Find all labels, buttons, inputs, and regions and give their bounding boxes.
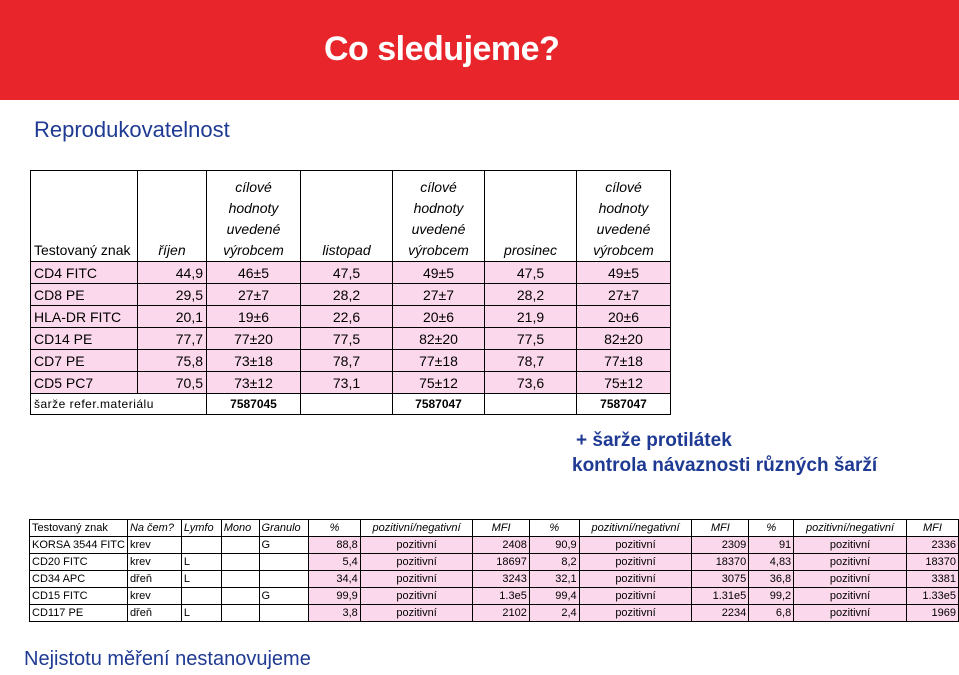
table-cell: L: [181, 571, 221, 588]
table-cell: 27±7: [393, 284, 485, 306]
table-row: [31, 284, 671, 306]
table-row: [31, 306, 671, 328]
table-row: [30, 605, 959, 622]
batch-number: 7587047: [577, 394, 671, 415]
table-header-row: [30, 520, 959, 537]
table-cell: [221, 588, 259, 605]
table-cell: pozitivní: [794, 588, 907, 605]
table-cell: 3,8: [309, 605, 360, 622]
table-cell: 3243: [473, 571, 529, 588]
table-row: [31, 350, 671, 372]
table-cell: 99,2: [749, 588, 794, 605]
table-cell: 5,4: [309, 554, 360, 571]
page-title: Co sledujeme?: [324, 30, 560, 68]
table-cell: 88,8: [309, 537, 360, 554]
column-header: %: [309, 520, 360, 537]
batch-number: 7587047: [393, 394, 485, 415]
footer-note: Nejistotu měření nestanovujeme: [24, 648, 311, 670]
table-cell: 2,4: [529, 605, 579, 622]
table-row: [31, 262, 671, 284]
table-cell: pozitivní: [794, 537, 907, 554]
column-header: prosinec: [485, 171, 577, 262]
row-label: HLA-DR FITC: [31, 306, 138, 328]
header-line: cílové: [605, 179, 642, 195]
table-cell: 19±6: [207, 306, 301, 328]
table-cell: 28,2: [485, 284, 577, 306]
batch-label: šarže refer.materiálu: [31, 394, 207, 415]
column-header: MFI: [473, 520, 529, 537]
table-row: [30, 554, 959, 571]
column-header: MFI: [692, 520, 749, 537]
table-cell: pozitivní: [360, 571, 473, 588]
table-cell: pozitivní: [579, 571, 692, 588]
table-cell: dřeň: [127, 605, 181, 622]
header-line: cílové: [235, 179, 272, 195]
table-cell: [181, 588, 221, 605]
table-cell: 77±18: [577, 350, 671, 372]
column-header: %: [749, 520, 794, 537]
table-cell: 29,5: [138, 284, 207, 306]
table-cell: [259, 571, 309, 588]
table-cell: 75±12: [577, 372, 671, 394]
header-line: výrobcem: [593, 242, 654, 258]
row-label: CD7 PE: [31, 350, 138, 372]
table-cell: 2336: [906, 537, 958, 554]
column-header: Lymfo: [181, 520, 221, 537]
row-label: CD15 FITC: [30, 588, 128, 605]
empty-cell: [485, 394, 577, 415]
header-line: výrobcem: [223, 242, 284, 258]
table-cell: 4,83: [749, 554, 794, 571]
table-cell: 73,1: [301, 372, 393, 394]
table-cell: krev: [127, 554, 181, 571]
table-cell: 34,4: [309, 571, 360, 588]
table-cell: pozitivní: [360, 554, 473, 571]
column-header: Mono: [221, 520, 259, 537]
table-cell: 36,8: [749, 571, 794, 588]
table-cell: 1.33e5: [906, 588, 958, 605]
header-line: hodnoty: [413, 200, 464, 216]
table-cell: L: [181, 554, 221, 571]
column-header: [577, 171, 671, 262]
note-antibody-batches: + šarže protilátek: [576, 430, 732, 451]
table-cell: 20±6: [393, 306, 485, 328]
column-header: listopad: [301, 171, 393, 262]
table-cell: 77,7: [138, 328, 207, 350]
table-cell: 2234: [692, 605, 749, 622]
table-cell: pozitivní: [794, 571, 907, 588]
table-cell: 70,5: [138, 372, 207, 394]
table-cell: 46±5: [207, 262, 301, 284]
table-row: [31, 328, 671, 350]
table-cell: 21,9: [485, 306, 577, 328]
row-label: CD8 PE: [31, 284, 138, 306]
table-cell: 2408: [473, 537, 529, 554]
table-cell: pozitivní: [579, 537, 692, 554]
header-line: uvedené: [411, 221, 466, 237]
table-row: [30, 537, 959, 554]
table-cell: 28,2: [301, 284, 393, 306]
table-cell: 18370: [906, 554, 958, 571]
table-cell: L: [181, 605, 221, 622]
table-cell: pozitivní: [360, 605, 473, 622]
row-label: CD20 FITC: [30, 554, 128, 571]
table-cell: [221, 554, 259, 571]
table-cell: 2102: [473, 605, 529, 622]
table-cell: 20±6: [577, 306, 671, 328]
table-cell: 75,8: [138, 350, 207, 372]
empty-cell: [301, 394, 393, 415]
table-cell: pozitivní: [360, 537, 473, 554]
column-header: %: [529, 520, 579, 537]
column-header: MFI: [906, 520, 958, 537]
table-cell: dřeň: [127, 571, 181, 588]
row-label: CD5 PC7: [31, 372, 138, 394]
table-cell: 1.31e5: [692, 588, 749, 605]
column-header: Testovaný znak: [30, 520, 128, 537]
table-cell: krev: [127, 588, 181, 605]
header-line: uvedené: [226, 221, 281, 237]
section-subtitle: Reprodukovatelnost: [34, 117, 230, 142]
table-cell: pozitivní: [579, 588, 692, 605]
table-cell: 32,1: [529, 571, 579, 588]
table-cell: 27±7: [207, 284, 301, 306]
table-cell: 73±18: [207, 350, 301, 372]
note-batch-traceability: kontrola návaznosti různých šarží: [572, 455, 878, 476]
table-cell: 77±20: [207, 328, 301, 350]
table-cell: 1969: [906, 605, 958, 622]
header-line: cílové: [420, 179, 457, 195]
table-cell: pozitivní: [579, 554, 692, 571]
table-row: [31, 372, 671, 394]
table-cell: G: [259, 537, 309, 554]
table-cell: 90,9: [529, 537, 579, 554]
column-header: říjen: [138, 171, 207, 262]
row-label: CD34 APC: [30, 571, 128, 588]
table-cell: 27±7: [577, 284, 671, 306]
column-header: [393, 171, 485, 262]
title-banner: [0, 0, 959, 100]
table-cell: 47,5: [485, 262, 577, 284]
table-row: [30, 588, 959, 605]
table-cell: 20,1: [138, 306, 207, 328]
table-cell: 49±5: [393, 262, 485, 284]
table-cell: 77±18: [393, 350, 485, 372]
table-cell: 22,6: [301, 306, 393, 328]
table-cell: pozitivní: [579, 605, 692, 622]
table-cell: 49±5: [577, 262, 671, 284]
table-cell: pozitivní: [794, 605, 907, 622]
table-cell: krev: [127, 537, 181, 554]
table-cell: 82±20: [393, 328, 485, 350]
table-cell: 73±12: [207, 372, 301, 394]
table-cell: 18697: [473, 554, 529, 571]
table-cell: 18370: [692, 554, 749, 571]
table-cell: 75±12: [393, 372, 485, 394]
table-cell: [221, 571, 259, 588]
table-cell: 3381: [906, 571, 958, 588]
table-cell: 99,4: [529, 588, 579, 605]
table-cell: [259, 605, 309, 622]
table-cell: 73,6: [485, 372, 577, 394]
reproducibility-table: [30, 170, 671, 415]
table-cell: 1.3e5: [473, 588, 529, 605]
column-header: Granulo: [259, 520, 309, 537]
header-line: hodnoty: [598, 200, 649, 216]
row-label: KORSA 3544 FITC: [30, 537, 128, 554]
row-label: CD4 FITC: [31, 262, 138, 284]
table-cell: 3075: [692, 571, 749, 588]
header-line: hodnoty: [228, 200, 279, 216]
table-header-row: [31, 171, 671, 262]
table-cell: 77,5: [301, 328, 393, 350]
column-header: pozitivní/negativní: [794, 520, 907, 537]
table-cell: 91: [749, 537, 794, 554]
column-header: pozitivní/negativní: [579, 520, 692, 537]
table-cell: 82±20: [577, 328, 671, 350]
row-label: CD117 PE: [30, 605, 128, 622]
batch-comparison-table: [29, 519, 959, 622]
batch-number: 7587045: [207, 394, 301, 415]
column-header: Na čem?: [127, 520, 181, 537]
column-header: Testovaný znak: [31, 171, 138, 262]
table-row: [30, 571, 959, 588]
batch-row: [31, 394, 671, 415]
header-line: uvedené: [596, 221, 651, 237]
table-cell: 44,9: [138, 262, 207, 284]
table-cell: G: [259, 588, 309, 605]
header-line: výrobcem: [408, 242, 469, 258]
table-cell: 77,5: [485, 328, 577, 350]
table-cell: 6,8: [749, 605, 794, 622]
table-cell: 78,7: [301, 350, 393, 372]
table-cell: 99,9: [309, 588, 360, 605]
table-cell: 8,2: [529, 554, 579, 571]
row-label: CD14 PE: [31, 328, 138, 350]
table-cell: 2309: [692, 537, 749, 554]
table-cell: pozitivní: [794, 554, 907, 571]
table-cell: 47,5: [301, 262, 393, 284]
table-cell: [221, 605, 259, 622]
table-cell: [181, 537, 221, 554]
table-cell: [221, 537, 259, 554]
table-cell: 78,7: [485, 350, 577, 372]
column-header: [207, 171, 301, 262]
table-cell: pozitivní: [360, 588, 473, 605]
table-cell: [259, 554, 309, 571]
column-header: pozitivní/negativní: [360, 520, 473, 537]
